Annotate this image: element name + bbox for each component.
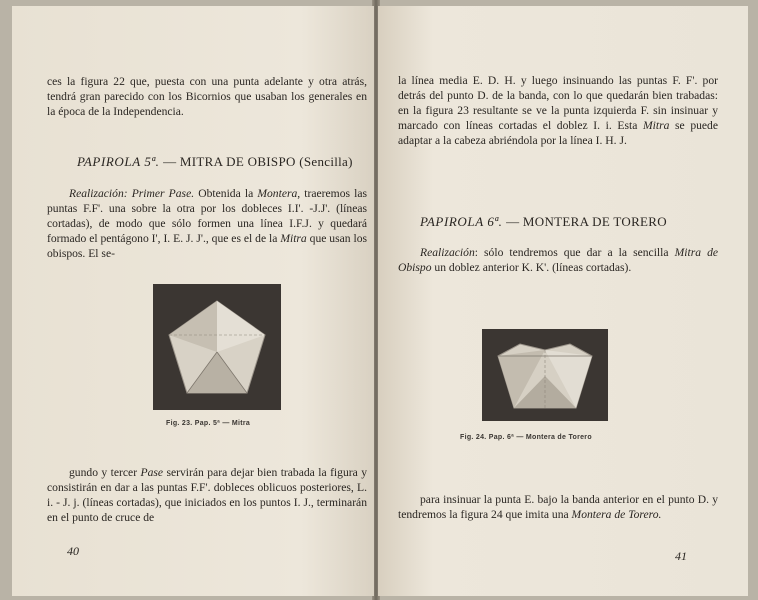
left-para-c: que usan los obispos. El se- [47,232,368,260]
right-top-a: la línea media E. D. H. y luego insinuando las puntas F. F'. por detrás del punto D. de la banda, con lo que quedarán bien trabadas: en la figura 23 resultante se ve la punta izquierda F. sin insinuar y marcado con líneas cortadas el doblez I. i. Esta [398,74,718,132]
right-top-b: se puede adaptar a la cabeza abriéndola por la línea I. H. J. [398,119,718,147]
left-heading-number: PAPIROLA 5ª. [77,154,160,169]
figure-24-caption: Fig. 24. Pap. 6ª — Montera de Torero [460,434,592,441]
left-page-number: 40 [67,544,79,558]
left-montera-em: Montera [257,187,298,200]
right-realizacion-paragraph [398,245,718,275]
mitra-origami-icon [165,297,269,397]
right-realizacion-label: Realización [420,246,475,259]
left-para-b: , traeremos las puntas F.F'. una sobre la otra por los dobleces I.I'. -J.J'. (líneas cortadas), de modo que sólo formen una línea I.F.J. y quedará formado el pentágono I', I. E. J. J'., que es el de la [47,187,367,245]
left-pase-em: Pase [140,466,164,479]
right-mitra-em: Mitra [643,119,670,132]
right-top-paragraph [398,73,718,148]
right-heading [420,214,720,230]
right-bottom-paragraph [398,492,718,522]
figure-mitra-photo [153,284,281,410]
left-realizacion-paragraph [47,186,367,261]
right-mitra-obispo-em: Mitra de Obispo [398,246,719,274]
right-para-b: un doblez anterior K. K'. (líneas cortadas). [431,261,632,274]
right-para-a: : sólo tendremos que dar a la sencilla [474,246,675,259]
right-bottom-a: para insinuar la punta E. bajo la banda anterior en el punto D. y tendremos la figura 24 que imita una [398,493,718,521]
right-page-number: 41 [675,549,687,563]
left-page [12,6,374,596]
figure-23-caption: Fig. 23. Pap. 5ª — Mitra [166,420,251,427]
figure-montera-photo [482,329,608,421]
left-heading-title: — MITRA DE OBISPO [159,154,300,169]
right-montera-em: Montera de Torero. [571,508,662,521]
left-top-text: ces la figura 22 que, puesta con una punta adelante y otra atrás, tendrá gran parecido con los Bicornios que usaban los generales en la época de la Independencia. [47,75,367,118]
montera-origami-icon [490,336,600,414]
right-page [378,6,748,596]
left-top-paragraph [47,74,367,119]
left-bottom-a: gundo y tercer [69,466,141,479]
left-bottom-paragraph [47,465,367,525]
left-heading [77,154,377,170]
right-heading-number: PAPIROLA 6ª. [420,214,503,229]
left-heading-note: (Sencilla) [299,154,353,169]
right-heading-title: — MONTERA DE TORERO [502,214,667,229]
left-para-a: Obtenida la [194,187,258,200]
left-realizacion-label: Realización: Primer Pase. [69,187,195,200]
left-bottom-b: servirán para dejar bien trabada la figura y consistirán en dar a las puntas F.F'. dobleces oblicuos posteriores, L. i. - J. j. (líneas cortadas), que iniciados en los puntos I. J., terminarán en el punto de cruce de [47,466,367,524]
left-mitra-em: Mitra [280,232,307,245]
